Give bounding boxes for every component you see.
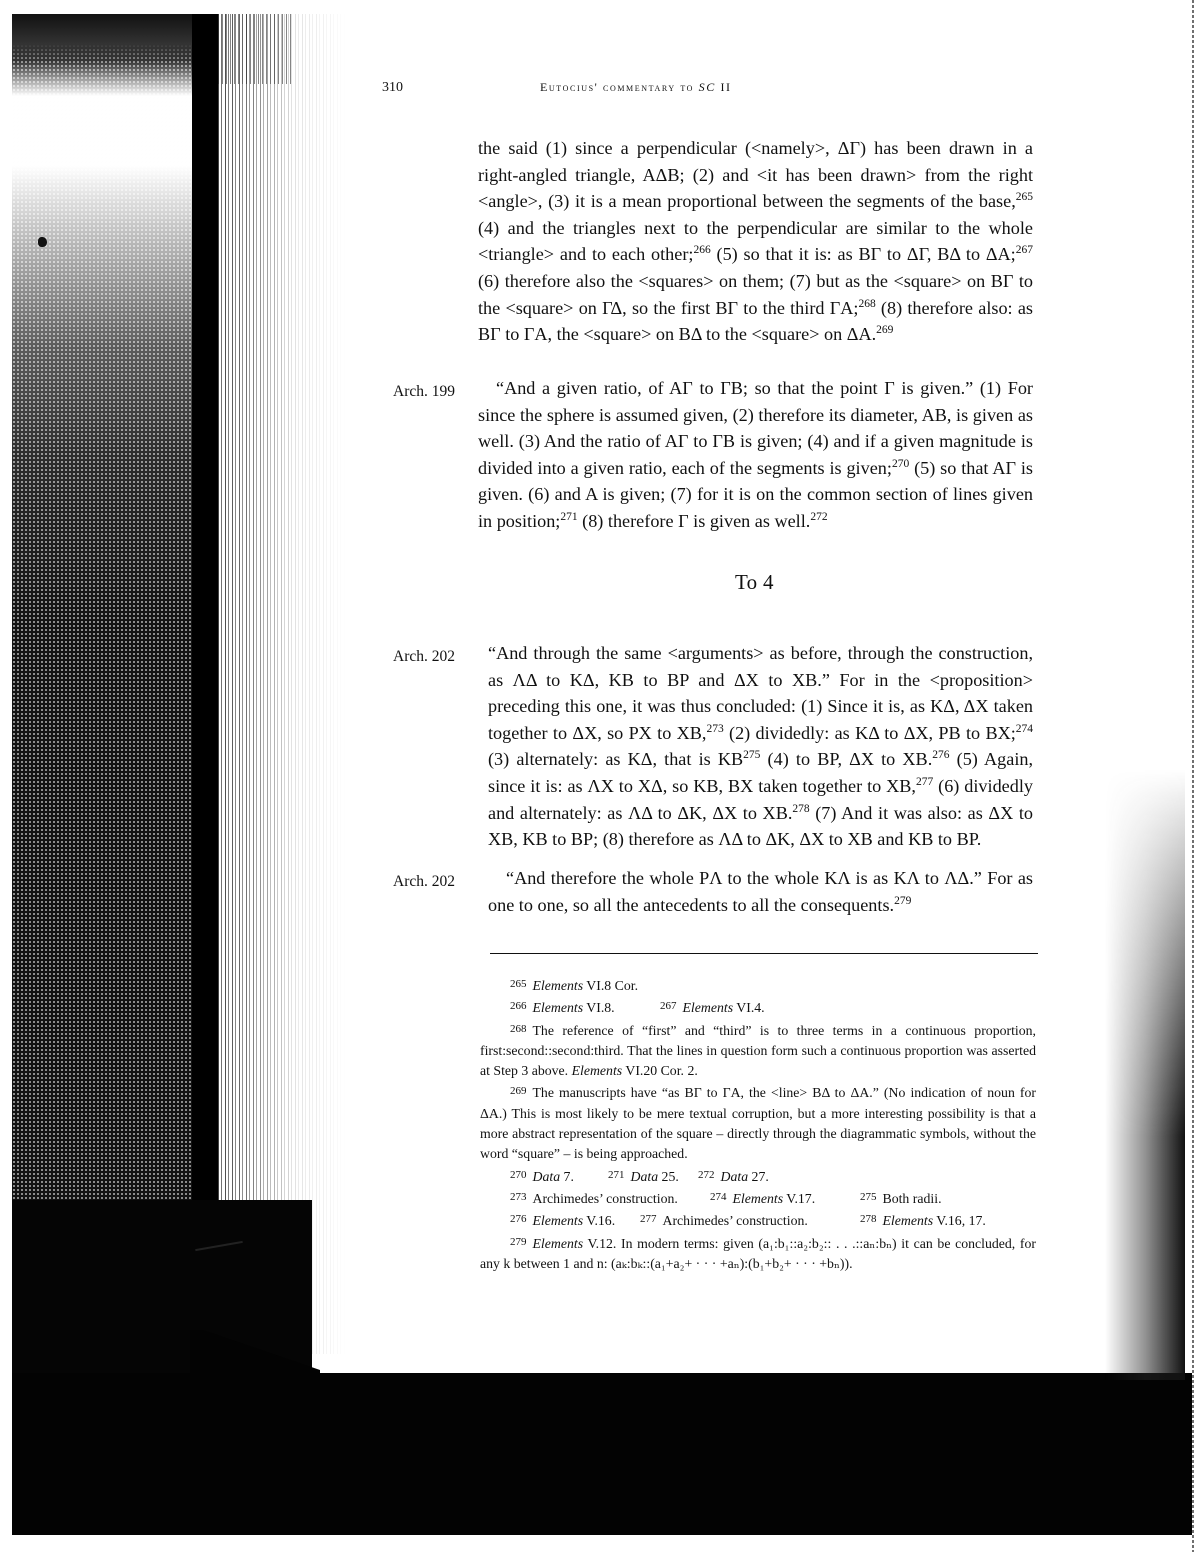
footnote-270: [510, 1165, 608, 1187]
text-span: Archimedes’ construction.: [532, 1190, 678, 1206]
text-span: Both radii.: [882, 1190, 942, 1206]
footnote-ref[interactable]: 273: [706, 722, 724, 735]
footnote-274: [710, 1187, 860, 1209]
text-span: Elements: [682, 1000, 734, 1016]
text-span: Archimedes’ construction.: [662, 1213, 808, 1229]
text-span: SC: [698, 80, 716, 94]
scan-shadow-bottom: [12, 1373, 1192, 1535]
text-span: The manuscripts have “as BΓ to ΓA, the <line> BΔ to ΔA.” (No indication of noun for ΔA.) This is most likely to be mere textual corruption, but a more interesting possibility is that a more abstract representation of the square – directly through the diagrammatic symbols, without the word “square” – is being approached.: [480, 1085, 1036, 1162]
footnote-272: [698, 1165, 769, 1187]
footnote-269: [480, 1081, 1036, 1164]
footnote-268: [480, 1019, 1036, 1082]
text-span: Elements: [882, 1213, 934, 1229]
text-span: Data: [532, 1168, 561, 1184]
text-span: V.16, 17.: [933, 1213, 986, 1229]
text-span: 270: [510, 1168, 527, 1181]
footnote-275: [860, 1187, 942, 1209]
text-span: II: [715, 80, 732, 94]
footnote-ref[interactable]: 267: [1015, 244, 1033, 257]
text-span: 279: [510, 1235, 527, 1248]
footnote-ref[interactable]: 266: [693, 244, 711, 257]
text-span: 267: [660, 1000, 677, 1013]
text-span: Elements: [732, 1190, 784, 1206]
footnote-row: [510, 1187, 1036, 1209]
text-span: (5) so that AΓ is given. (6) and A is given; (7) for it is on the common section of lines given in position;: [478, 457, 1033, 531]
text-span: 268: [510, 1022, 527, 1035]
footnote-ref[interactable]: 278: [792, 802, 810, 815]
margin-reference: Arch. 199: [393, 383, 455, 400]
footnote-ref[interactable]: 270: [891, 457, 910, 470]
text-span: 273: [510, 1190, 527, 1203]
text-span: Elements: [571, 1063, 623, 1079]
text-span: V.12. In modern terms: given (a₁:b₁::a₂:b₂:: . . .::aₙ:bₙ) it can be concluded, for any k between 1 and n: (aₖ:bₖ::(a₁+a₂+ · · · +aₙ):(b₁+b₂+ · · · +bₙ)).: [480, 1235, 1036, 1271]
text-span: (2) dividedly: as KΔ to ΔX, PB to BX;: [723, 722, 1016, 743]
text-span: 277: [640, 1213, 657, 1226]
footnote-ref[interactable]: 279: [894, 894, 912, 907]
book-gutter: [192, 14, 218, 1344]
text-span: 276: [510, 1213, 527, 1226]
text-span: 275: [860, 1190, 877, 1203]
footnote-row: [510, 1165, 1036, 1187]
text-span: V.16.: [583, 1213, 616, 1229]
footnote-ref[interactable]: 268: [858, 297, 876, 310]
scan-edge-right: [1192, 0, 1194, 1552]
text-span: (5) so that it is: as BΓ to ΔΓ, BΔ to ΔA;: [710, 244, 1016, 265]
text-span: 271: [608, 1168, 625, 1181]
text-span: Data: [720, 1168, 749, 1184]
text-span: (3) alternately: as KΔ, that is KB: [488, 749, 744, 770]
text-span: “And a given ratio, of AΓ to ΓB; so that the point Γ is given.” (1) For since the sphere is assumed given, (2) therefore its diameter, AB, is given as well. (3) And the ratio of AΓ to ΓB is given; (4) and if a given magnitude is divided into a given ratio, each of the segments is given;: [478, 378, 1033, 478]
text-span: 272: [698, 1168, 715, 1181]
footnote-row: [510, 996, 1036, 1018]
paragraph-3: [488, 640, 1033, 853]
footnote-divider: [490, 953, 1038, 954]
text-span: Elements: [532, 978, 584, 993]
footnote-ref[interactable]: 276: [932, 749, 950, 762]
footnote-ref[interactable]: 269: [876, 324, 894, 337]
text-span: (4) and the triangles next to the perpendicular are similar to the whole <triangle> and to each other;: [478, 217, 1033, 265]
footnote-ref[interactable]: 272: [810, 510, 828, 523]
text-span: 7.: [560, 1168, 574, 1184]
text-span: VI.8 Cor.: [583, 978, 639, 993]
footnote-ref[interactable]: 275: [743, 749, 761, 762]
text-span: (6) therefore also the <squares> on them; (7) but as the <square> on BΓ to the <square> on ΓΔ, so the first BΓ to the third ΓA;: [478, 270, 1033, 318]
footnote-279: [480, 1232, 1036, 1275]
footnote-265: [510, 974, 1036, 996]
footnotes: [480, 974, 1036, 1274]
page-number: 310: [382, 80, 403, 95]
footnote-ref[interactable]: 274: [1015, 722, 1034, 735]
footnote-276: [510, 1209, 640, 1231]
text-span: VI.4.: [733, 1000, 765, 1016]
running-title: [540, 80, 732, 95]
text-span: (5) Again, since it is: as ΛX to XΔ, so KB, BX taken together to XB,: [488, 749, 1034, 796]
page-edges: [218, 14, 348, 1354]
text-span: Data: [630, 1168, 659, 1184]
text-span: 25.: [658, 1168, 679, 1184]
footnote-267: [660, 996, 765, 1018]
margin-reference: Arch. 202: [393, 648, 455, 665]
text-span: Eutocius' commentary to: [540, 80, 699, 94]
margin-reference: Arch. 202: [393, 873, 455, 890]
text-span: 266: [510, 1000, 527, 1013]
text-span: (7) And it was also: as ΔX to XB, KB to BP; (8) therefore as ΛΔ to ΔK, ΔX to XB and KB to BP.: [488, 802, 1033, 850]
paragraph-4: [488, 865, 1033, 918]
footnote-ref[interactable]: 265: [1015, 191, 1033, 204]
text-span: 27.: [748, 1168, 769, 1184]
text-span: Elements: [532, 1213, 584, 1229]
text-span: The reference of “first” and “third” is to three terms in a continuous proportion, first:second::second:third. That the lines in question form such a continuous proportion was asserted at Step 3 above.: [480, 1022, 1036, 1079]
text-span: 269: [510, 1085, 527, 1098]
text-span: (4) to BP, ΔX to XB.: [760, 749, 933, 770]
text-span: “And therefore the whole PΛ to the whole KΛ is as KΛ to ΛΔ.” For as one to one, so all the antecedents to all the consequents.: [488, 868, 1033, 915]
text-span: Elements: [532, 1235, 584, 1251]
text-span: the said (1) since a perpendicular (<namely>, ΔΓ) has been drawn in a right-angled triangle, AΔB; (2) and <it has been drawn> from the right <angle>, (3) it is a mean proportional between the segments of the base,: [478, 138, 1033, 212]
footnote-277: [640, 1209, 860, 1231]
footnote-266: [510, 996, 660, 1018]
text-span: (6) dividedly and alternately: as ΛΔ to ΔK, ΔX to XB.: [488, 775, 1033, 823]
footnote-271: [608, 1165, 698, 1187]
text-span: “And through the same <arguments> as before, through the construction, as ΛΔ to KΔ, KB to BP and ΔX to XB.” For in the <proposition> preceding this one, it was thus concluded: (1) Since it is, as KΔ, ΔX taken together to ΔX, so PX to XB,: [488, 643, 1033, 743]
paragraph-2: [478, 375, 1033, 535]
running-head: [0, 80, 1200, 100]
text-span: Elements: [532, 1000, 584, 1016]
text-span: VI.20 Cor. 2.: [622, 1063, 698, 1079]
text-span: 278: [860, 1213, 877, 1226]
footnote-278: [860, 1209, 986, 1231]
scan-shadow-top: [12, 14, 192, 64]
text-span: (8) therefore Γ is given as well.: [577, 510, 811, 531]
text-span: 274: [710, 1190, 727, 1203]
section-heading: To 4: [735, 570, 774, 594]
text-span: (8) therefore also: as BΓ to ΓA, the <square> on BΔ to the <square> on ΔA.: [478, 297, 1033, 345]
footnote-row: [510, 1209, 1036, 1231]
paragraph-1: [478, 135, 1033, 348]
ink-spot: [38, 237, 47, 247]
footnote-273: [510, 1187, 710, 1209]
text-span: 265: [510, 978, 527, 990]
scan-shadow-left: [12, 16, 192, 1338]
text-span: V.17.: [783, 1190, 816, 1206]
footnote-ref[interactable]: 277: [915, 775, 934, 788]
footnote-ref[interactable]: 271: [560, 510, 578, 523]
scan-shadow-right: [1105, 770, 1185, 1380]
text-span: VI.8.: [583, 1000, 615, 1016]
